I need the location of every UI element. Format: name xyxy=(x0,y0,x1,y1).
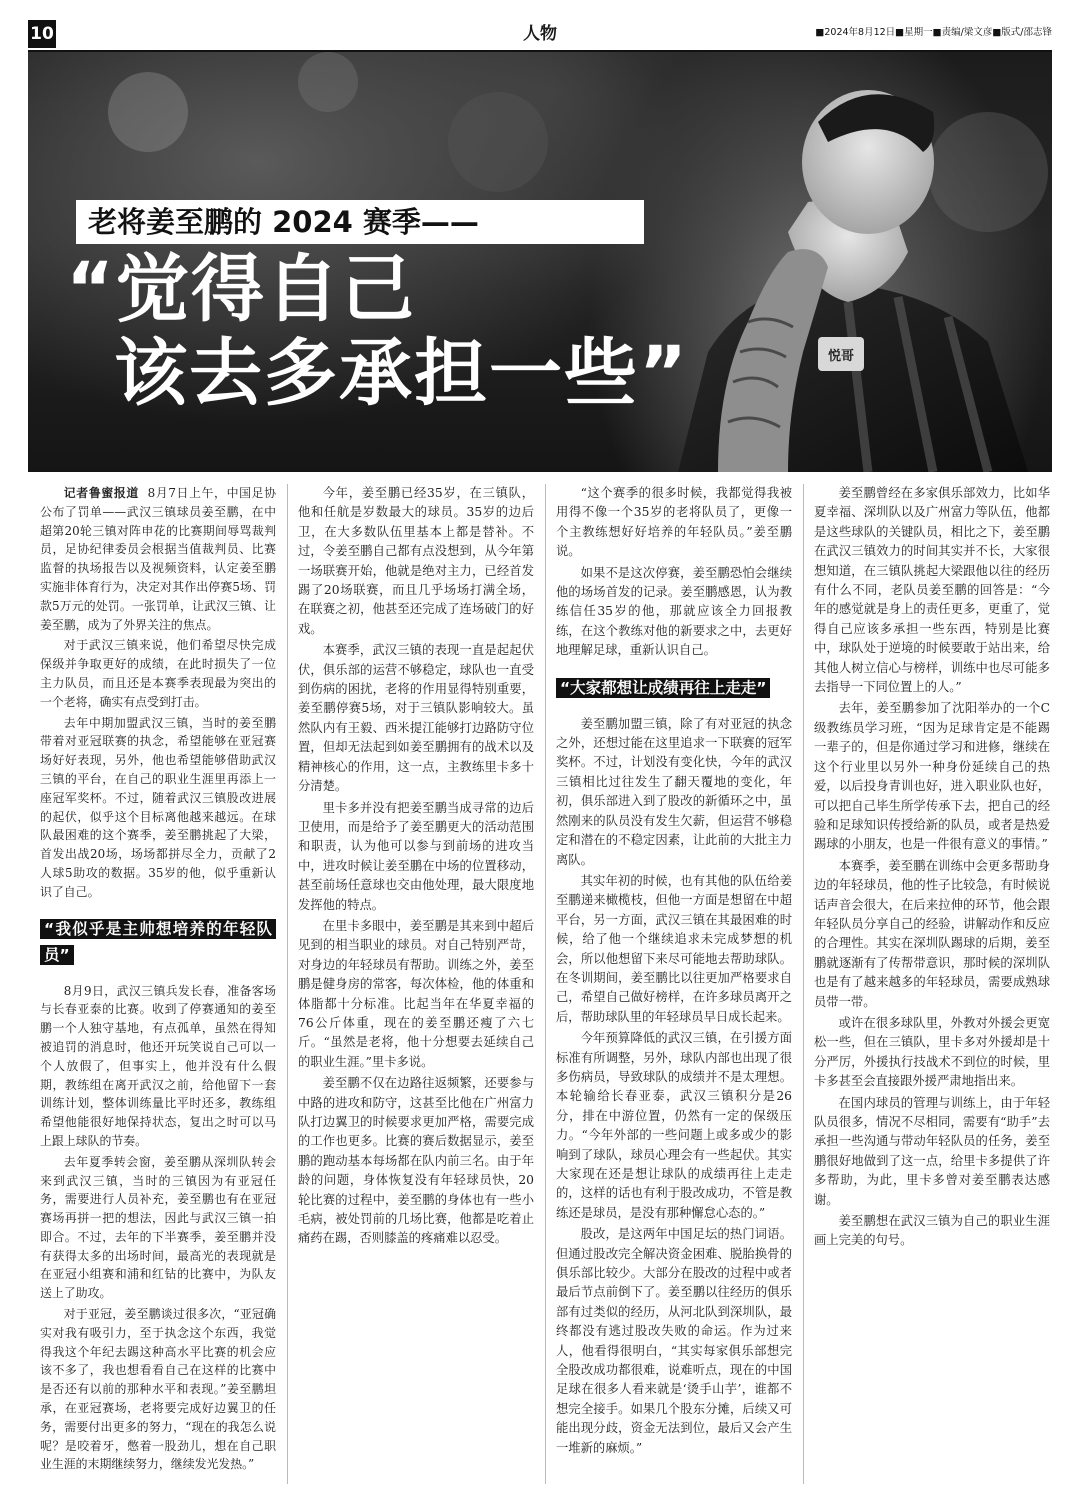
paragraph: 在国内球员的管理与训练上，由于年轻队员很多，情况不尽相同，需要有“助手”去承担一些沟通与带动年轻队员的任务，姜至鹏很好地做到了这一点，给里卡多提供了许多帮助，为此，里卡多曾对姜至鹏表达感谢。 xyxy=(814,1095,1050,1207)
paragraph: 姜至鹏不仅在边路往返频繁，还要参与中路的进攻和防守，这甚至比他在广州富力队打边翼卫的时候要求更加严格，需要完成的工作也更多。比赛的赛后数据显示，姜至鹏的跑动基本每场都在队内前三名。由于年龄的问题，身体恢复没有年轻球员快，20轮比赛的过程中，姜至鹏的身体也有一些小毛病，被处罚前的几场比赛，他都是吃着止痛药在踢，否则膝盖的疼痛难以忍受。 xyxy=(298,1076,534,1246)
section-subhead-1: “我似乎是主帅想培养的年轻队员” xyxy=(40,916,276,968)
column-2 xyxy=(298,484,534,1484)
section-title: 人物 xyxy=(523,24,557,44)
paragraph: 去年，姜至鹏参加了沈阳举办的一个C级教练员学习班，“因为足球肯定是不能踢一辈子的，但是你通过学习和进修，继续在这个行业里以另外一种身份延续自己的热爱，以后投身青训也好，进入职业队也好，可以把自己毕生所学传承下去，把自己的经验和足球知识传授给新的队员，或者是热爱踢球的小朋友，也是一件很有意义的事情。” xyxy=(814,701,1050,852)
paragraph: 对于武汉三镇来说，他们希望尽快完成保级并争取更好的成绩，在此时损失了一位主力队员，而且还是本赛季表现最为突出的一个老将，确实有点受到打击。 xyxy=(40,638,276,709)
article-headline xyxy=(66,248,689,416)
headline-line-1: “觉得自己 xyxy=(66,247,416,332)
paragraph: 姜至鹏加盟三镇，除了有对亚冠的执念之外，还想过能在这里追求一下联赛的冠军奖杯。不过，计划没有变化快，今年的武汉三镇相比过往发生了翻天覆地的变化，年初，俱乐部进入到了股改的新循环之中，虽然刚来的队员没有发生欠薪，但运营不够稳定和潜在的不稳定因素，让此前的大批主力离队。 xyxy=(556,716,792,867)
paragraph: 记者鲁蜜报道 8月7日上午，中国足协公布了罚单——武汉三镇球员姜至鹏，在中超第20轮三镇对阵申花的比赛期间辱骂裁判员，足协纪律委员会根据当值裁判员、比赛监督的执场报告以及视频资料，认定姜至鹏实施非体育行为，决定对其作出停赛5场、罚款5万元的处罚。一张罚单，让武汉三镇、让姜至鹏，成为了外界关注的焦点。 xyxy=(40,486,276,632)
column-4 xyxy=(814,484,1050,1484)
paragraph: 如果不是这次停赛，姜至鹏恐怕会继续他的场场首发的记录。姜至鹏感恩，认为教练信任35岁的他，那就应该全力回报教练，在这个教练对他的新要求之中，去更好地理解足球，重新认识自己。 xyxy=(556,565,792,658)
paragraph: 今年，姜至鹏已经35岁，在三镇队，他和任航是岁数最大的球员。35岁的边后卫，在大多数队伍里基本上都是替补。不过，令姜至鹏自己都有点没想到，从今年第一场联赛开始，他就是绝对主力，已经首发踢了20场联赛，而且几乎场场打满全场，在联赛之初，他甚至还完成了连场破门的好戏。 xyxy=(298,486,534,636)
hero-photo xyxy=(28,52,1052,472)
issue-meta: ■2024年8月12日■星期一■责编/梁文彦■版式/邵志锋 xyxy=(815,27,1052,38)
paragraph: 8月9日，武汉三镇兵发长春，准备客场与长春亚泰的比赛。收到了停赛通知的姜至鹏一个人独守基地，有点孤单，虽然在得知被追罚的消息时，他还开玩笑说自己可以一个人放假了，但事实上，他并没有什么假期，教练组在离开武汉之前，给他留下一套训练计划，整体训练量比平时还多，教练组希望他能很好地保持状态，复出之时可以马上跟上球队的节奏。 xyxy=(40,983,276,1148)
headline-line-2: 该去多承担一些” xyxy=(114,331,689,416)
paragraph: 对于亚冠，姜至鹏谈过很多次，“亚冠确实对我有吸引力，至于执念这个东西，我觉得我这个年纪去踢这种高水平比赛的机会应该不多了，我也想看看自己在这样的比赛中是否还有以前的那种水平和表现。”姜至鹏坦承，在亚冠赛场，老将要完成好边翼卫的任务，需要付出更多的努力，“现在的我怎么说呢？是咬着牙，憋着一股劲儿，想在自己职业生涯的末期继续努力，继续发光发热。” xyxy=(40,1307,276,1472)
paragraph: 去年夏季转会窗，姜至鹏从深圳队转会来到武汉三镇，当时的三镇因为有亚冠任务，需要进行人员补充，姜至鹏也有在亚冠赛场再拼一把的想法，因此与武汉三镇一拍即合。不过，去年的下半赛季，姜至鹏并没有获得太多的出场时间，最高光的表现就是在亚冠小组赛和浦和红钻的比赛中，为队友送上了助攻。 xyxy=(40,1154,276,1301)
article-subtitle: 老将姜至鹏的 2024 赛季—— xyxy=(76,200,644,244)
paragraph: 在里卡多眼中，姜至鹏是其来到中超后见到的相当职业的球员。对自己特别严苛，对身边的年轻球员有帮助。训练之外，姜至鹏是健身房的常客，每次体检，他的体重和体脂都十分标准。比起当年在华夏幸福的76公斤体重，现在的姜至鹏还瘦了六七斤。“虽然是老将，他十分想要去延续自己的职业生涯。”里卡多说。 xyxy=(298,918,534,1069)
paragraph: 本赛季，姜至鹏在训练中会更多帮助身边的年轻球员，他的性子比较急，有时候说话声音会很大，在后来拉伸的环节，他会跟年轻队员分享自己的经验，讲解动作和反应的合理性。其实在深圳队踢球的后期，姜至鹏就逐渐有了传帮带意识，那时候的深圳队也是有了越来越多的年轻球员，需要成熟球员带一带。 xyxy=(814,858,1050,1009)
page-number: 10 xyxy=(28,20,56,48)
paragraph: 姜至鹏曾经在多家俱乐部效力，比如华夏幸福、深圳队以及广州富力等队伍，他都是这些球队的关键队员，相比之下，姜至鹏在武汉三镇效力的时间其实并不长，大家很想知道，在三镇队挑起大梁跟他以往的经历有什么不同，老队员姜至鹏的回答是：“今年的感觉就是身上的责任更多，更重了，觉得自己应该多承担一些东西，特别是比赛中，球队处于逆境的时候要敢于站出来，给其他人树立信心与榜样，训练中也尽可能多去指导一下同位置上的人。” xyxy=(814,486,1050,695)
paragraph: “这个赛季的很多时候，我都觉得我被用得不像一个35岁的老将队员了，更像一个主教练想好好培养的年轻队员。”姜至鹏说。 xyxy=(556,486,792,559)
column-3 xyxy=(556,484,792,1484)
article-body xyxy=(40,484,1050,1484)
paragraph: 本赛季，武汉三镇的表现一直是起起伏伏，俱乐部的运营不够稳定，球队也一直受到伤病的困扰，老将的作用显得特别重要，姜至鹏停赛5场，对于三镇队影响较大。虽然队内有王毅、西米提江能够打边路防守位置，但却无法起到如姜至鹏拥有的战术以及精神核心的作用，这一点，主教练里卡多十分清楚。 xyxy=(298,643,534,794)
paragraph: 去年中期加盟武汉三镇，当时的姜至鹏带着对亚冠联赛的执念，希望能够在亚冠赛场好好表现，另外，他也希望能够借助武汉三镇的平台，在自己的职业生涯里再添上一座冠军奖杯。不过，随着武汉三镇股改进展的起伏，似乎这个目标离他越来越远。在球队最困难的这个赛季，姜至鹏挑起了大梁，首发出战20场，场场都拼尽全力，贡献了2人球5助攻的数据。35岁的他，似乎重新认识了自己。 xyxy=(40,715,276,899)
paragraph: 姜至鹏想在武汉三镇为自己的职业生涯画上完美的句号。 xyxy=(814,1214,1050,1248)
paragraph: 股改，是这两年中国足坛的热门词语。但通过股改完全解决资金困难、脱胎换骨的俱乐部比较少。大部分在股改的过程中或者最后节点前倒下了。姜至鹏以往经历的俱乐部有过类似的经历，从河北队到深圳队，最终都没有逃过股改失败的命运。作为过来人，他看得很明白，“其实每家俱乐部想完全股改成功都很难，说难听点，现在的中国足球在很多人看来就是‘烫手山芋’，谁都不想完全接手。如果几个股东分摊，后续又可能出现分歧，资金无法到位，最后又会产生一堆新的麻烦。” xyxy=(556,1227,792,1455)
section-subhead-2: “大家都想让成绩再往上走走” xyxy=(556,675,792,701)
paragraph: 其实年初的时候，也有其他的队伍给姜至鹏递来橄榄枝，但他一方面是想留在中超平台，另一方面，武汉三镇在其最困难的时候，给了他一个继续追求未完成梦想的机会，所以他想留下来尽可能地去帮助球队。在冬训期间，姜至鹏比以往更加严格要求自己，希望自己做好榜样，在许多球员离开之后，帮助球队里的年轻球员早日成长起来。 xyxy=(556,873,792,1024)
paragraph: 或许在很多球队里，外教对外援会更宽松一些，但在三镇队，里卡多对外援却是十分严厉，外援执行技战术不到位的时候，里卡多甚至会直接跟外援严肃地指出来。 xyxy=(814,1015,1050,1089)
jersey-badge-text: 悦哥 xyxy=(827,349,855,364)
paragraph: 今年预算降低的武汉三镇，在引援方面标准有所调整，另外，球队内部也出现了很多伤病员，导致球队的成绩并不是太理想。本轮输给长春亚泰，武汉三镇积分是26分，排在中游位置，仍然有一定的保级压力。“今年外部的一些问题上或多或少的影响到了球队，球员心理会有一些起伏。其实大家现在还是想让球队的成绩再往上走走的，这样的话也有利于股改成功，不管是教练还是球员，是没有那种懈怠心态的。” xyxy=(556,1031,792,1220)
column-1 xyxy=(40,484,276,1484)
byline: 记者鲁蜜报道 xyxy=(63,486,139,500)
paragraph: 里卡多并没有把姜至鹏当成寻常的边后卫使用，而是给予了姜至鹏更大的活动范围和职责，认为他可以参与到前场的进攻当中，进攻时候让姜至鹏在中场的位置移动，甚至前场任意球也交由他处理，最大限度地发挥他的特点。 xyxy=(298,800,534,912)
